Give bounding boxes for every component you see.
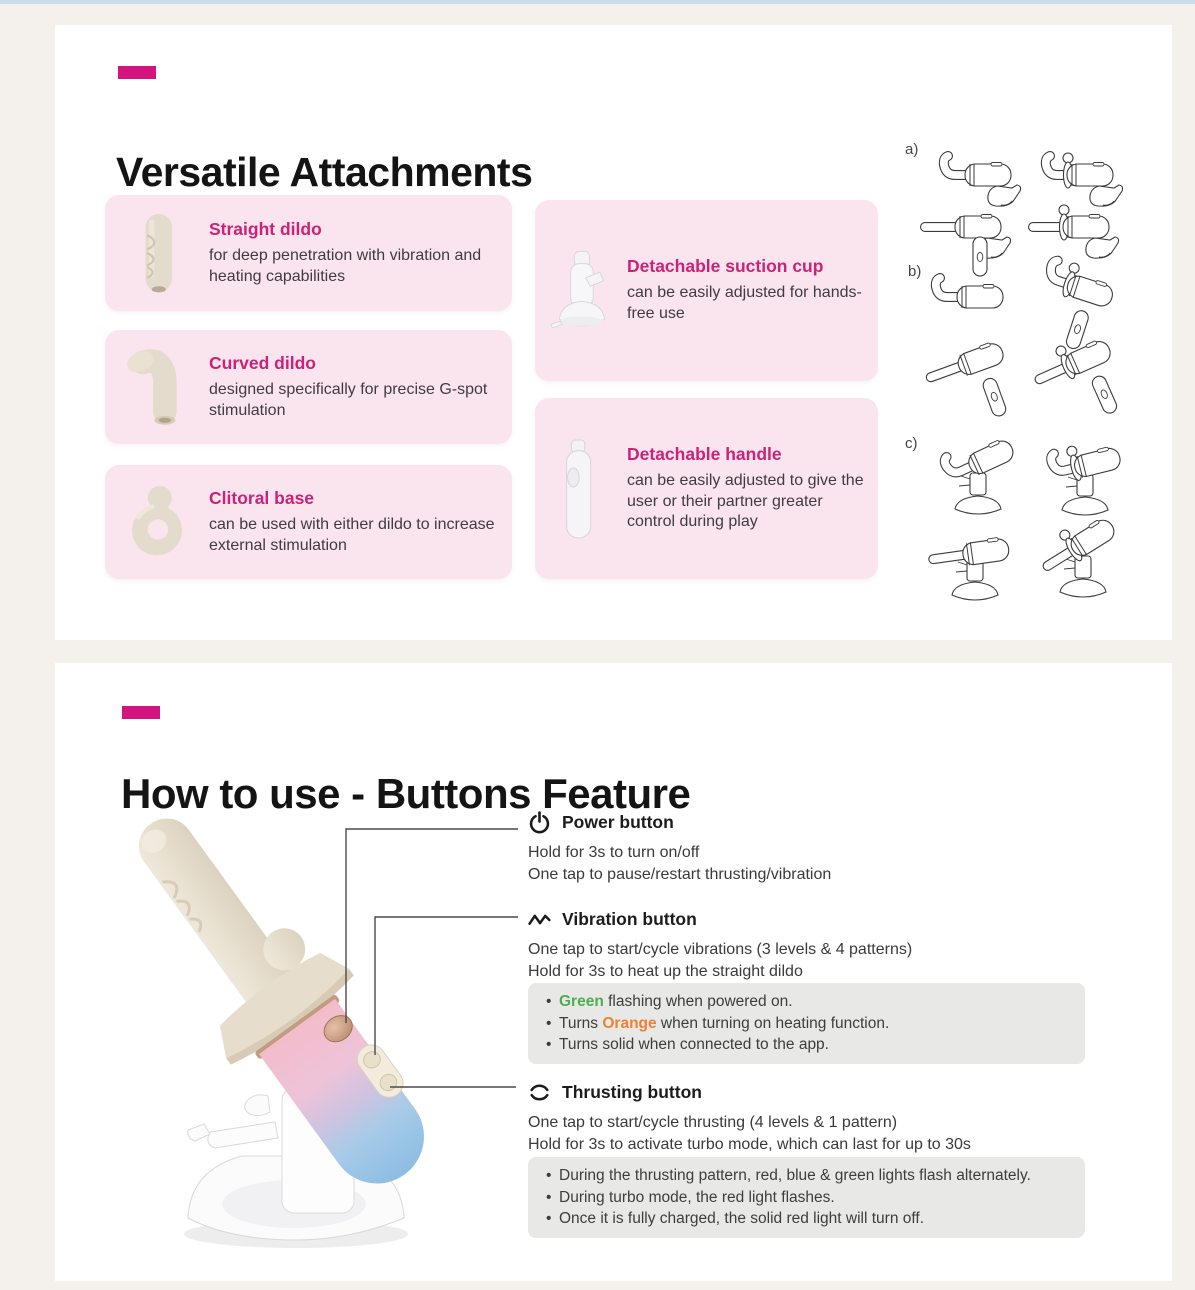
- feature-card-text: [627, 256, 878, 325]
- thrusting-icon: [527, 1080, 552, 1105]
- feature-card-suction-cup: [535, 200, 878, 381]
- feature-card-title: Clitoral base: [209, 487, 315, 508]
- feature-card-title: Detachable suction cup: [627, 256, 824, 277]
- instruction-line: Hold for 3s to activate turbo mode, which can last for up to 30s: [528, 1135, 971, 1153]
- attachments-section: [55, 25, 1172, 640]
- instruction-line: One tap to start/cycle thrusting (4 levels & 1 pattern): [528, 1114, 898, 1131]
- accent-bar: [122, 706, 160, 719]
- feature-card-title: Curved dildo: [209, 352, 316, 373]
- instruction-line: One tap to start/cycle vibrations (3 levels & 4 patterns): [528, 941, 913, 958]
- clitoral-base-icon: [105, 479, 209, 565]
- power-button-label: Power button: [562, 812, 674, 832]
- note-item: • Once it is fully charged, the solid red light will turn off.: [544, 1208, 1071, 1230]
- feature-card-text: [209, 219, 512, 288]
- feature-card-text: [627, 444, 878, 533]
- quick-release-tab: [188, 1124, 210, 1141]
- feature-card-clitoral-base: [105, 465, 512, 579]
- usage-diagrams: [895, 130, 1150, 615]
- green-highlight: Green: [559, 993, 604, 1010]
- note-item: • Turns Orange when turning on heating function.: [544, 1013, 1071, 1035]
- accent-bar: [118, 66, 156, 79]
- vibration-button-heading: [527, 907, 697, 932]
- vibration-button-instructions: [528, 939, 912, 982]
- instruction-line: Hold for 3s to turn on/off: [528, 844, 700, 861]
- feature-card-curved-dildo: [105, 330, 512, 444]
- suction-cup-icon: [535, 243, 627, 339]
- feature-card-title: Detachable handle: [627, 443, 782, 464]
- feature-card-description: can be used with either dildo to increase external stimulation: [209, 515, 495, 554]
- quick-release-arm: [208, 1122, 278, 1148]
- feature-card-handle: [535, 398, 878, 579]
- feature-card-text: [209, 353, 512, 422]
- product-photo: [60, 800, 520, 1260]
- power-button-instructions: [528, 842, 831, 885]
- feature-card-description: can be easily adjusted to give the user or their partner greater control during play: [627, 471, 864, 531]
- thrusting-notes-box: [528, 1157, 1085, 1238]
- note-item: • During turbo mode, the red light flashes.: [544, 1187, 1071, 1209]
- instruction-line: Hold for 3s to heat up the straight dildo: [528, 962, 803, 980]
- note-item: • During the thrusting pattern, red, blue & green lights flash alternately.: [544, 1165, 1071, 1187]
- vibration-notes-box: [528, 983, 1085, 1064]
- top-page-strip: [0, 0, 1195, 4]
- howto-section: [55, 663, 1172, 1281]
- orange-highlight: Orange: [602, 1014, 657, 1032]
- feature-card-straight-dildo: [105, 195, 512, 311]
- diagram-label-c: c): [905, 435, 918, 452]
- note-item: • Turns solid when connected to the app.: [544, 1034, 1071, 1056]
- feature-card-description: for deep penetration with vibration and heating capabilities: [209, 246, 482, 285]
- power-button-heading: [527, 810, 674, 835]
- attachments-title: Versatile Attachments: [116, 149, 533, 196]
- stand-knob: [245, 1095, 270, 1116]
- feature-card-title: Straight dildo: [209, 218, 322, 239]
- note-item: • Green flashing when powered on.: [544, 991, 1071, 1013]
- howto-title: How to use - Buttons Feature: [121, 770, 691, 818]
- vibration-icon: [527, 907, 552, 932]
- thrusting-button-instructions: [528, 1112, 971, 1155]
- vibration-button-label: Vibration button: [562, 909, 697, 929]
- feature-card-text: [209, 488, 512, 557]
- feature-card-description: designed specifically for precise G-spot stimulation: [209, 380, 488, 419]
- instruction-line: One tap to pause/restart thrusting/vibration: [528, 865, 832, 883]
- diagram-label-a: a): [905, 141, 919, 158]
- straight-dildo-icon: [105, 205, 209, 301]
- thrusting-button-label: Thrusting button: [562, 1082, 702, 1102]
- power-icon: [527, 810, 552, 835]
- diagram-label-b: b): [908, 263, 922, 280]
- usage-diagrams-drawing: [895, 130, 1150, 615]
- feature-card-description: can be easily adjusted for hands-free use: [627, 284, 862, 322]
- thrusting-button-heading: [527, 1080, 702, 1105]
- curved-dildo-icon: [105, 341, 209, 433]
- handle-icon: [535, 435, 627, 543]
